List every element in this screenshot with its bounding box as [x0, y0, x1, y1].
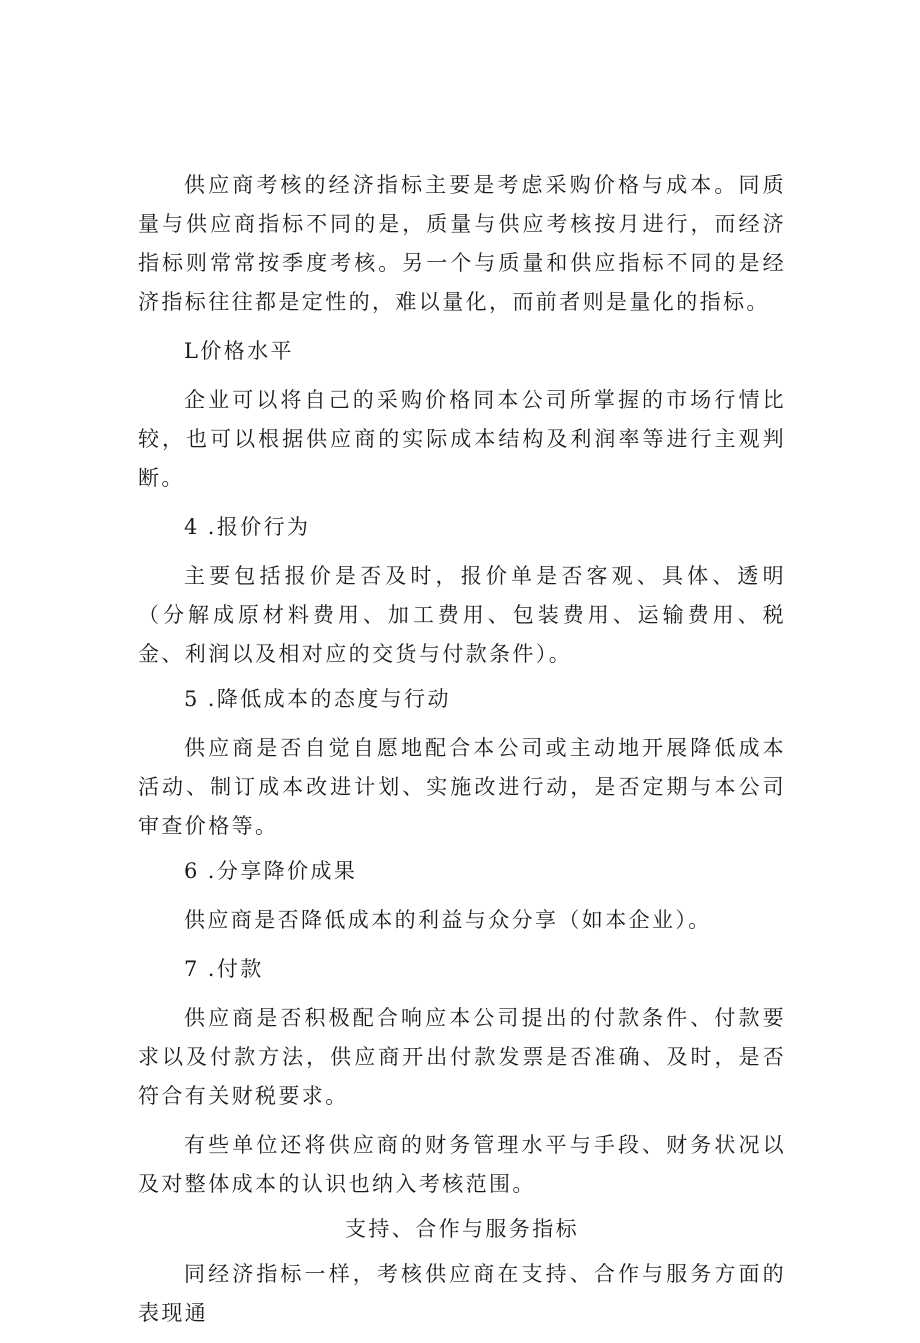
heading-quote — [184, 508, 786, 547]
paragraph-quote: 主要包括报价是否及时，报价单是否客观、具体、透明（分解成原材料费用、加工费用、包装费用、运输费用、税金、利润以及相对应的交货与付款条件）。 — [138, 564, 786, 666]
paragraph-price-level: 企业可以将自己的采购价格同本公司所掌握的市场行情比较，也可以根据供应商的实际成本结构及利润率等进行主观判断。 — [138, 388, 786, 490]
heading-cost — [184, 680, 786, 719]
heading-text: .付款 — [207, 957, 264, 981]
heading-number: 7 — [184, 957, 200, 981]
heading-share — [184, 852, 786, 891]
heading-number: 4 — [184, 515, 200, 539]
paragraph-pay: 供应商是否积极配合响应本公司提出的付款条件、付款要求以及付款方法，供应商开出付款发票是否准确、及时，是否符合有关财税要求。 — [138, 1006, 786, 1108]
paragraph-support: 同经济指标一样，考核供应商在支持、合作与服务方面的表现通 — [138, 1262, 786, 1325]
paragraph-finance: 有些单位还将供应商的财务管理水平与手段、财务状况以及对整体成本的认识也纳入考核范围。 — [138, 1133, 786, 1196]
heading-support: 支持、合作与服务指标 — [345, 1217, 579, 1241]
heading-text: .报价行为 — [207, 515, 311, 539]
heading-price-level: L价格水平 — [184, 339, 294, 363]
document-page — [138, 166, 786, 1343]
heading-number: 6 — [184, 859, 200, 883]
paragraph-cost: 供应商是否自觉自愿地配合本公司或主动地开展降低成本活动、制订成本改进计划、实施改进行动，是否定期与本公司审查价格等。 — [138, 736, 786, 838]
heading-pay — [184, 950, 786, 989]
heading-number: 5 — [184, 687, 200, 711]
paragraph-share: 供应商是否降低成本的利益与众分享（如本企业）。 — [184, 908, 712, 932]
heading-text: .降低成本的态度与行动 — [207, 687, 451, 711]
heading-text: .分享降价成果 — [207, 859, 358, 883]
paragraph-intro: 供应商考核的经济指标主要是考虑采购价格与成本。同质量与供应商指标不同的是，质量与供应考核按月进行，而经济指标则常常按季度考核。另一个与质量和供应指标不同的是经济指标往往都是定性的，难以量化，而前者则是量化的指标。 — [138, 173, 786, 314]
